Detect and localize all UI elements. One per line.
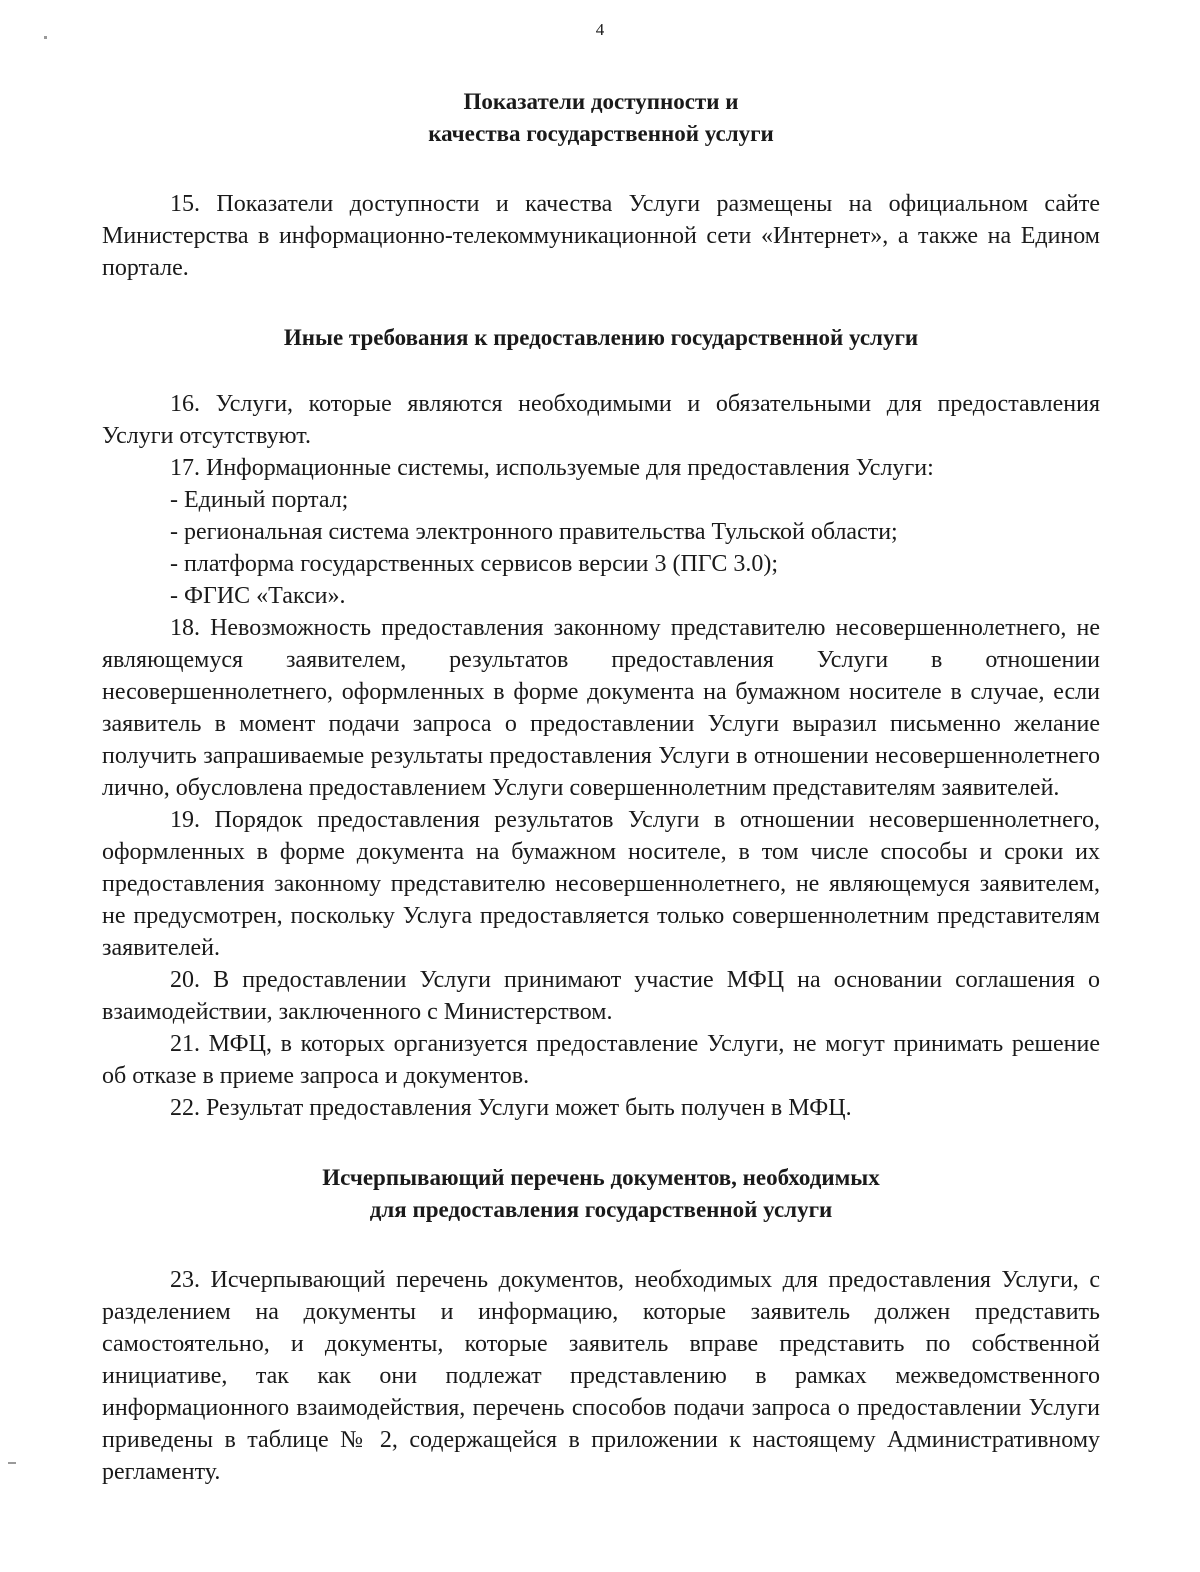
paragraph-17: 17. Информационные системы, используемые для предоставления Услуги: <box>170 455 934 481</box>
list-item: - Единый портал; <box>170 487 349 513</box>
paragraph-23: 23. Исчерпывающий перечень документов, необходимых для предоставления Услуги, с разделением на документы и информацию, которые заявитель должен представить самостоятельно, и документы, которые заявитель вправе представить по собственной инициативе, так как они подлежат представлению в рамках межведомственного информационного взаимодействия, перечень способов подачи запроса о предоставлении Услуги приведены в таблице № 2, содержащейся в приложении к настоящему Административному регламенту. <box>102 1267 1100 1485</box>
paragraph-15: 15. Показатели доступности и качества Услуги размещены на официальном сайте Министерства в информационно-телекоммуникационной сети «Интернет», а также на Едином портале. <box>102 191 1100 281</box>
paragraph-20: 20. В предоставлении Услуги принимают участие МФЦ на основании соглашения о взаимодействии, заключенного с Министерством. <box>102 967 1100 1025</box>
list-item: - платформа государственных сервисов версии 3 (ПГС 3.0); <box>170 551 779 577</box>
paragraph-22: 22. Результат предоставления Услуги может быть получен в МФЦ. <box>170 1095 852 1121</box>
paragraph-19: 19. Порядок предоставления результатов Услуги в отношении несовершеннолетнего, оформленных в форме документа на бумажном носителе, в том числе способы и сроки их предоставления законному представителю несовершеннолетнего, не являющемуся заявителем, не предусмотрен, поскольку Услуга предоставляется только совершеннолетним представителям заявителей. <box>102 807 1100 961</box>
list-item: - ФГИС «Такси». <box>170 583 346 609</box>
section-heading-documents-list <box>102 1162 1100 1226</box>
list-item: - региональная система электронного правительства Тульской области; <box>170 519 898 545</box>
section-heading-availability <box>102 86 1100 150</box>
heading-line: Иные требования к предоставлению государственной услуги <box>283 325 919 350</box>
page-number: 4 <box>595 20 605 39</box>
heading-line: Исчерпывающий перечень документов, необходимых <box>322 1165 880 1190</box>
document-body <box>102 86 1100 1488</box>
section-heading-other-requirements <box>102 322 1100 354</box>
paragraph-18: 18. Невозможность предоставления законному представителю несовершеннолетнего, не являющемуся заявителем, результатов предоставления Услуги в отношении несовершеннолетнего, оформленных в форме документа на бумажном носителе в случае, если заявитель в момент подачи запроса о предоставлении Услуги выразил письменно желание получить запрашиваемые результаты предоставления Услуги в отношении несовершеннолетнего лично, обусловлена предоставлением Услуги совершеннолетним представителям заявителей. <box>102 615 1100 801</box>
scan-speck <box>8 1462 16 1464</box>
heading-line: Показатели доступности и <box>463 89 739 114</box>
paragraph-21: 21. МФЦ, в которых организуется предоставление Услуги, не могут принимать решение об отказе в приеме запроса и документов. <box>102 1031 1100 1089</box>
paragraph-16: 16. Услуги, которые являются необходимыми и обязательными для предоставления Услуги отсутствуют. <box>102 391 1100 449</box>
heading-line: качества государственной услуги <box>428 121 774 146</box>
heading-line: для предоставления государственной услуги <box>369 1197 833 1222</box>
